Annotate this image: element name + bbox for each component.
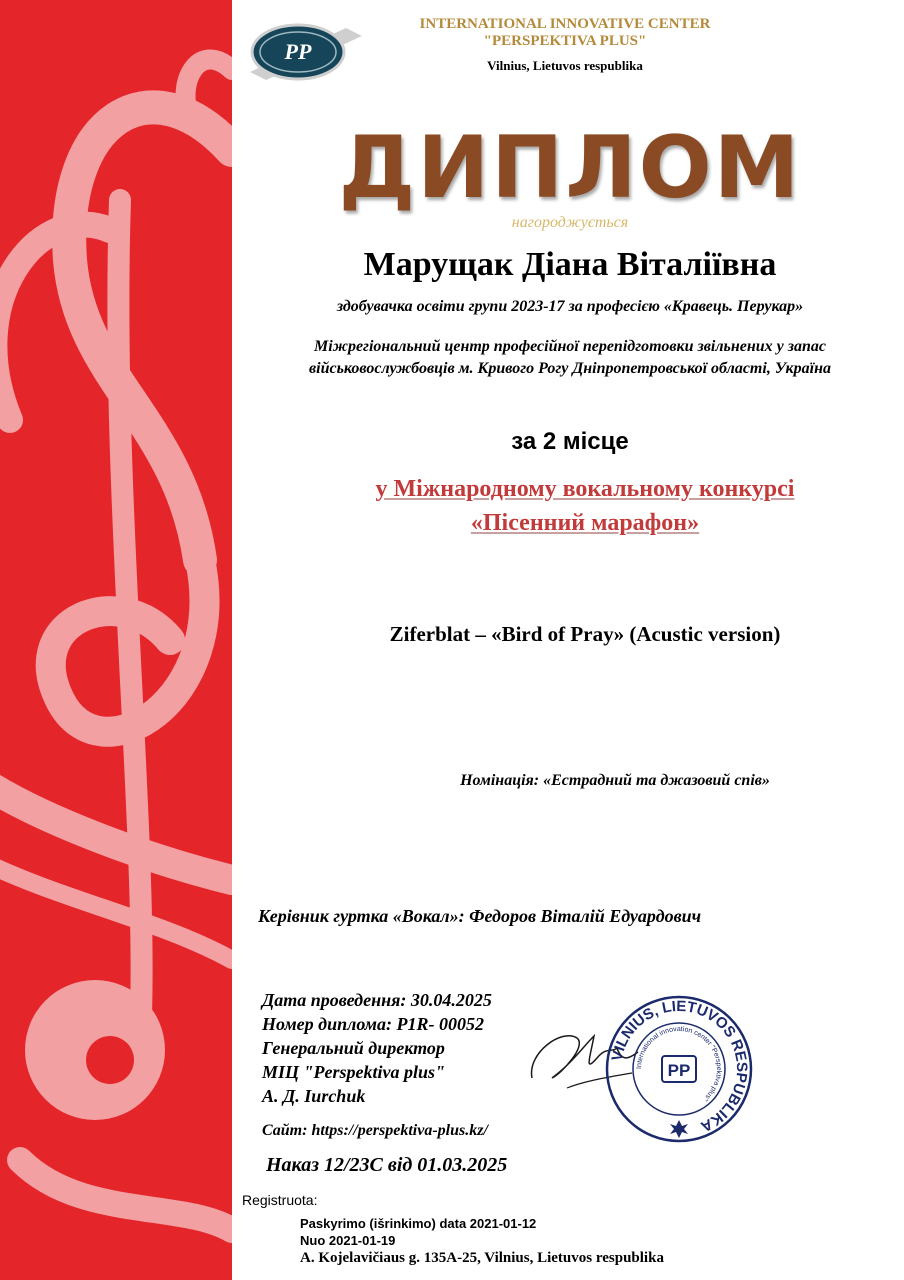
recipient-name: Марущак Діана Віталіївна bbox=[363, 246, 777, 283]
stamp-outer-text: VILNIUS, LIETUVOS RESPUBLIKA bbox=[608, 997, 751, 1136]
contest-line-1: у Міжнародному вокальному конкурсі bbox=[375, 476, 795, 502]
order-number: Наказ 12/23С від 01.03.2025 bbox=[266, 1154, 508, 1176]
registration-label: Registruota: bbox=[242, 1192, 318, 1208]
registration-address: A. Kojelavičiaus g. 135A-25, Vilnius, Lietuvos respublika bbox=[300, 1250, 664, 1266]
perspektiva-logo bbox=[246, 14, 364, 88]
diploma-number: Номер диплома: P1R- 00052 bbox=[262, 1014, 484, 1034]
stamp-center-text: PP bbox=[667, 1061, 691, 1080]
registration-number: Nuo 2021-01-19 bbox=[300, 1233, 396, 1248]
institution-line-2: військовослужбовців м. Кривого Рогу Дніпропетровської області, Україна bbox=[309, 360, 831, 377]
diploma-title: ДИПЛОМ bbox=[338, 118, 802, 218]
organization-city: Vilnius, Lietuvos respublika bbox=[487, 58, 643, 73]
director-title: Генеральний директор bbox=[262, 1038, 445, 1058]
institution-description bbox=[240, 336, 900, 380]
organization-name bbox=[380, 16, 750, 50]
director-organization: МІЦ "Perspektiva plus" bbox=[262, 1062, 445, 1082]
logo-text: PP bbox=[284, 39, 312, 64]
official-stamp bbox=[604, 994, 754, 1144]
contest-name bbox=[300, 472, 870, 540]
song-title: Ziferblat – «Bird of Pray» (Acustic version) bbox=[389, 622, 781, 646]
director-name: А. Д. Iurchuk bbox=[262, 1086, 366, 1106]
website: Сайт: https://perspektiva-plus.kz/ bbox=[262, 1122, 488, 1139]
group-leader: Керівник гуртка «Вокал»: Федоров Віталій Едуардович bbox=[258, 906, 702, 926]
award-place: за 2 місце bbox=[511, 428, 629, 455]
awarded-caption: нагороджується bbox=[511, 214, 629, 231]
institution-line-1: Міжрегіональний центр професійної перепідготовки звільнених у запас bbox=[314, 338, 826, 355]
contest-line-2: «Пісенний марафон» bbox=[470, 510, 700, 536]
recipient-description: здобувачка освіти групи 2023-17 за професією «Кравець. Перукар» bbox=[336, 298, 804, 315]
registration-date: Paskyrimo (išrinkimo) data 2021-01-12 bbox=[300, 1216, 537, 1231]
stamp-inner-text: International innovation center "Perspektiva plus" bbox=[635, 1025, 723, 1103]
event-date: Дата проведення: 30.04.2025 bbox=[262, 990, 492, 1010]
nomination: Номінація: «Естрадний та джазовий спів» bbox=[460, 772, 770, 789]
org-line-1: INTERNATIONAL INNOVATIVE CENTER bbox=[419, 16, 711, 32]
decorative-treble-clef-band bbox=[0, 0, 232, 1280]
org-line-2: "PERSPEKTIVA PLUS" bbox=[483, 33, 647, 49]
